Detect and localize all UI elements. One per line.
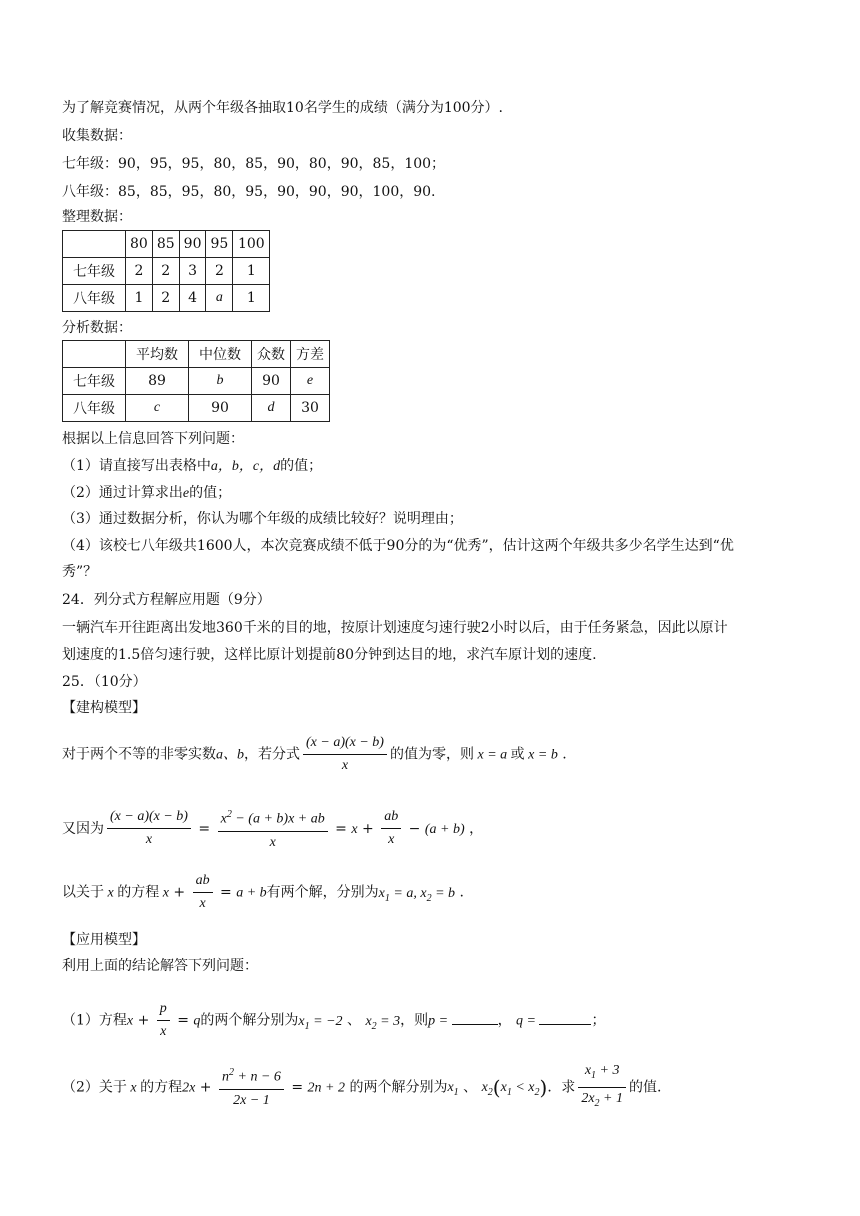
- section-apply-model: 【应用模型】: [62, 932, 146, 948]
- table-cell: 89: [126, 368, 189, 395]
- math-vars: a，b，c，d: [210, 459, 281, 474]
- table-cell: 95: [206, 231, 233, 258]
- table-cell: a: [206, 285, 233, 312]
- table-cell: 4: [179, 285, 206, 312]
- table-row: [63, 368, 330, 395]
- text-run: 的值为零，则: [389, 746, 474, 763]
- table-cell: 90: [189, 395, 252, 422]
- fraction: $\frac{(x - a)(x - b)}{x}$: [107, 808, 191, 849]
- table-cell: 1: [233, 285, 270, 312]
- table-cell: 众数: [252, 341, 291, 368]
- answer-blank-p[interactable]: [452, 1010, 498, 1025]
- text-run: （1）方程: [62, 1012, 127, 1029]
- text-run: 对于两个不等的非零实数: [62, 746, 216, 763]
- model-statement-2: 又因为 $\frac{(x - a)(x - b)}{x}$ = $\frac{x^2 - (a + b)x + ab}{x}$ = x + $\frac{ab}{x}$ − (a + b) ，: [62, 806, 483, 852]
- table-row: [63, 258, 270, 285]
- text-run: 以关于: [62, 884, 104, 901]
- text-run: （2）关于: [62, 1079, 127, 1096]
- table-row: [63, 231, 270, 258]
- fraction: $\frac{n^2 + n - 6}{2x - 1}$: [219, 1064, 284, 1110]
- text-run: ，则: [400, 1012, 429, 1029]
- table-cell: d: [252, 395, 291, 422]
- table-cell: 80: [126, 231, 153, 258]
- section-build-model: 【建构模型】: [62, 700, 146, 716]
- table-cell: 3: [179, 258, 206, 285]
- table-cell: 1: [233, 258, 270, 285]
- table-cell: 平均数: [126, 341, 189, 368]
- text-run: 的方程: [117, 884, 160, 901]
- table-cell: 2: [206, 258, 233, 285]
- problem-24-line-2: 划速度的1.5倍匀速行驶，这样比原计划提前80分钟到达目的地，求汽车原计划的速度.: [62, 647, 597, 663]
- table-cell: 八年级: [63, 285, 126, 312]
- text-run: 的方程: [140, 1079, 183, 1096]
- text-run: 的两个解分别为: [349, 1079, 448, 1096]
- question-text: （1）请直接写出表格中: [62, 458, 211, 474]
- question-text: （2）通过计算求出: [62, 485, 183, 501]
- table-cell: 七年级: [63, 368, 126, 395]
- table-row: [63, 395, 330, 422]
- math-var: e: [182, 486, 190, 501]
- apply-question-1: （1）方程x + $\frac{p}{x}$ = q的两个解分别为$x_1 = -2$ 、 $x_2 = 3$，则p = ， q = ；: [62, 1001, 606, 1039]
- question-1: [62, 456, 322, 477]
- problem-24-title: 24．列分式方程解应用题（9分）: [62, 592, 271, 608]
- table-cell: 1: [126, 285, 153, 312]
- table-cell: b: [189, 368, 252, 395]
- table-cell: 30: [291, 395, 330, 422]
- table-cell: [63, 341, 126, 368]
- text-run: 的值.: [628, 1079, 662, 1096]
- text-run: 或: [510, 746, 525, 763]
- frequency-table: [62, 230, 270, 312]
- question-4-line-2: 秀”？: [62, 564, 98, 580]
- statistics-table: [62, 340, 330, 422]
- text-run: ．求: [547, 1079, 576, 1096]
- table-cell: 七年级: [63, 258, 126, 285]
- table-row: [63, 341, 330, 368]
- table-cell: 方差: [291, 341, 330, 368]
- table-cell: 90: [179, 231, 206, 258]
- table-cell: 90: [252, 368, 291, 395]
- apply-prompt: 利用上面的结论解答下列问题：: [62, 958, 258, 974]
- problem-24-line-1: 一辆汽车开往距离出发地360千米的目的地，按原计划速度匀速行驶2小时以后，由于任务紧急，因此以原计: [62, 620, 728, 636]
- analyze-label: 分析数据：: [62, 320, 132, 336]
- grade7-data: 七年级：90，95，95，80，85，90，80，90，85，100；: [62, 156, 446, 172]
- fraction: $\frac{x_1 + 3}{2x_2 + 1}$: [578, 1062, 626, 1113]
- table-cell: 2: [152, 258, 179, 285]
- fraction: $\frac{ab}{x}$: [193, 872, 213, 913]
- table-cell: e: [291, 368, 330, 395]
- text-run: 有两个解，分别为: [266, 884, 379, 901]
- problem-25-title: 25．（10分）: [62, 674, 147, 690]
- fraction: $\frac{p}{x}$: [157, 1000, 170, 1041]
- organize-label: 整理数据：: [62, 209, 132, 225]
- apply-question-2: （2）关于 x 的方程2x + $\frac{n^2 + n - 6}{2x - 1}$ = 2n + 2 的两个解分别为$x_1$ 、 $x_2(x_1 < x_2)$．求 $\frac{x_1 + 3}{2x_2 + 1}$ 的值.: [62, 1062, 661, 1113]
- table-cell: 2: [152, 285, 179, 312]
- model-statement-3: 以关于 x 的方程 x + $\frac{ab}{x}$ = a + b有两个解，分别为$x_1 = a$, $x_2 = b$ .: [62, 873, 464, 911]
- grade8-data: 八年级：85，85，95，80，95，90，90，90，100，90.: [62, 184, 436, 200]
- question-text: 的值；: [280, 458, 323, 474]
- question-2: [62, 483, 231, 504]
- question-3: （3）通过数据分析，你认为哪个年级的成绩比较好？说明理由；: [62, 511, 463, 527]
- table-cell: [63, 231, 126, 258]
- text-run: 又因为: [62, 820, 104, 837]
- intro-text: 为了解竞赛情况，从两个年级各抽取10名学生的成绩（满分为100分）.: [62, 100, 503, 116]
- text-run: ，若分式: [244, 746, 300, 763]
- table-row: [63, 285, 270, 312]
- math-expression: x = b: [524, 747, 558, 763]
- table-cell: 中位数: [189, 341, 252, 368]
- table-cell: 八年级: [63, 395, 126, 422]
- table-cell: 2: [126, 258, 153, 285]
- math-expression: x = a: [473, 747, 511, 763]
- math-vars: a、b: [216, 747, 244, 763]
- model-statement-1: 对于两个不等的非零实数a、b，若分式 $\frac{(x - a)(x - b)}{x}$ 的值为零，则 x = a 或 x = b .: [62, 735, 567, 773]
- fraction: $\frac{x^2 - (a + b)x + ab}{x}$: [218, 806, 328, 852]
- answer-prompt: 根据以上信息回答下列问题：: [62, 431, 244, 447]
- fraction: $\frac{ab}{x}$: [381, 808, 401, 849]
- table-cell: 100: [233, 231, 270, 258]
- table-cell: 85: [152, 231, 179, 258]
- answer-blank-q[interactable]: [539, 1010, 591, 1025]
- fraction: $\frac{(x - a)(x - b)}{x}$: [303, 734, 387, 775]
- question-4-line-1: （4）该校七八年级共1600人，本次竞赛成绩不低于90分的为“优秀”，估计这两个年级共多少名学生达到“优: [62, 538, 734, 554]
- collect-label: 收集数据：: [62, 128, 132, 144]
- table-cell: c: [126, 395, 189, 422]
- text-run: 的两个解分别为: [200, 1012, 299, 1029]
- question-text: 的值；: [189, 485, 232, 501]
